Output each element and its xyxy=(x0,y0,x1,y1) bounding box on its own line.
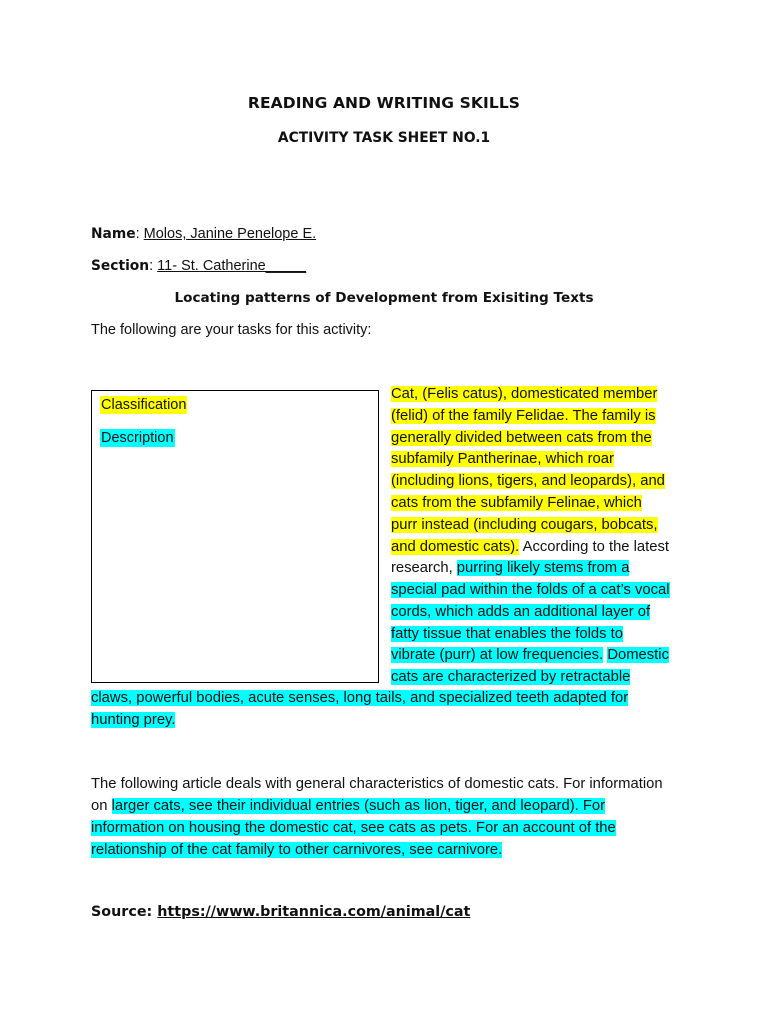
activity-heading: Locating patterns of Development from Exisiting Texts xyxy=(174,290,594,306)
highlight-classification: cats from the subfamily Felinae, which xyxy=(391,495,642,511)
passage1-line xyxy=(391,429,652,448)
plain-text: The following article deals with general characteristics of domestic cats. For information xyxy=(91,776,663,792)
highlight-description: cords, which adds an additional layer of xyxy=(391,604,651,620)
highlight-classification: generally divided between cats from the xyxy=(391,430,652,446)
name-field: Name: Molos, Janine Penelope E. xyxy=(91,226,317,242)
highlight-classification: (felid) of the family Felidae. The family is xyxy=(391,408,656,424)
passage1-line xyxy=(391,625,623,644)
highlight-description: hunting prey. xyxy=(91,712,176,728)
highlight-description: larger cats, see their individual entries (such as lion, tiger, and leopard). For xyxy=(111,798,606,814)
passage1-line xyxy=(391,581,670,600)
highlight-classification: subfamily Pantherinae, which roar xyxy=(391,451,614,467)
passage1-line xyxy=(391,668,630,687)
passage1-line xyxy=(391,450,614,469)
section-label: Section xyxy=(91,258,150,274)
passage2-line xyxy=(91,797,605,816)
plain-text: research, xyxy=(391,560,457,576)
passage1-line xyxy=(391,603,650,622)
pattern-classification: Classification xyxy=(101,397,187,413)
passage1-line xyxy=(391,559,629,578)
highlight-classification: and domestic cats). xyxy=(391,539,520,555)
highlight-classification: purr instead (including cougars, bobcats, xyxy=(391,517,658,533)
passage1-line xyxy=(391,516,658,535)
passage1-line xyxy=(391,538,669,557)
passage1-line xyxy=(391,385,657,404)
highlight-description: purring likely stems from a xyxy=(456,560,630,576)
highlight-description: relationship of the cat family to other carnivores, see carnivore. xyxy=(91,842,503,858)
passage1-line xyxy=(91,689,628,708)
highlight-description: claws, powerful bodies, acute senses, long tails, and specialized teeth adapted for xyxy=(91,690,629,706)
source-line xyxy=(91,904,470,920)
source-link[interactable]: https://www.britannica.com/animal/cat xyxy=(157,904,471,920)
plain-text: on xyxy=(91,798,112,814)
passage2-line xyxy=(91,775,663,794)
highlight-description: special pad within the folds of a cat’s vocal xyxy=(391,582,670,598)
tasks-intro: The following are your tasks for this activity: xyxy=(91,322,372,338)
highlight-classification: (including lions, tigers, and leopards), and xyxy=(391,473,665,489)
section-field: Section: 11- St. Catherine_____ xyxy=(91,258,307,274)
patterns-box xyxy=(91,390,379,683)
highlight-description: Domestic xyxy=(607,647,669,663)
highlight-description: cats are characterized by retractable xyxy=(391,669,631,685)
name-value: Molos, Janine Penelope E. xyxy=(143,226,317,242)
plain-text: According to the latest xyxy=(519,539,669,555)
passage2-line xyxy=(91,819,616,838)
passage1-line xyxy=(391,494,642,513)
passage1-line xyxy=(391,407,656,426)
highlight-description: information on housing the domestic cat, see cats as pets. For an account of the xyxy=(91,820,616,836)
highlight-description: fatty tissue that enables the folds to xyxy=(391,626,623,642)
section-value: 11- St. Catherine_____ xyxy=(157,258,307,274)
passage1-line xyxy=(391,646,669,665)
name-label: Name xyxy=(91,226,136,242)
document-subtitle: ACTIVITY TASK SHEET NO.1 xyxy=(277,130,491,146)
document-title: READING AND WRITING SKILLS xyxy=(247,94,521,112)
passage1-line xyxy=(91,711,175,730)
highlight-classification: Cat, (Felis catus), domesticated member xyxy=(391,386,658,402)
passage2-line xyxy=(91,841,502,860)
pattern-description: Description xyxy=(101,430,174,446)
highlight-description: vibrate (purr) at low frequencies. xyxy=(391,647,604,663)
source-label: Source: xyxy=(91,904,153,920)
passage1-line xyxy=(391,472,665,491)
